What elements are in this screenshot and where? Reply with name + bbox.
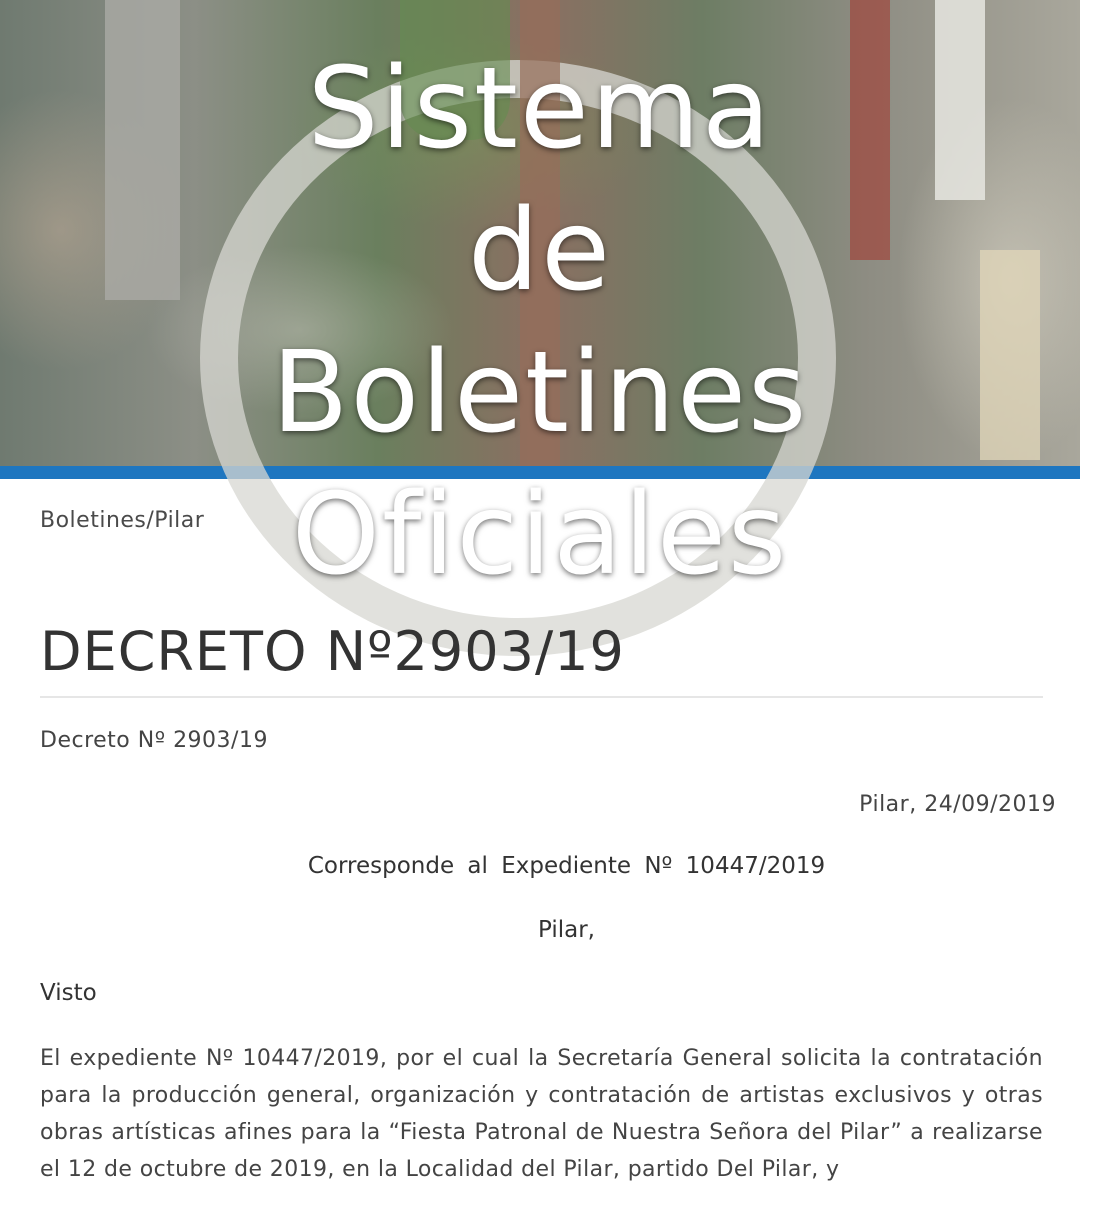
document-date: Pilar, 24/09/2019 [859,792,1056,817]
title-divider [40,696,1043,698]
site-title: Sistema de Boletines Oficiales [271,44,809,600]
body-paragraph: El expediente Nº 10447/2019, por el cual la Secretaría General solicita la contratación para la producción general, organización y contratación de artistas exclusivos y otras obras artísticas afines para la “Fiesta Patronal de Nuestra Señora del Pilar” a realizarse el 12 de octubre de 2019, en la Localidad del Pilar, partido Del Pilar, y [40,1046,1043,1182]
section-heading-visto: Visto [40,980,97,1006]
page-title: DECRETO Nº2903/19 [40,620,625,683]
breadcrumb[interactable]: Boletines/Pilar [40,508,205,533]
document-subtitle: Decreto Nº 2903/19 [40,728,268,753]
expediente-reference: Corresponde al Expediente Nº 10447/2019 [307,853,826,879]
document-place: Pilar, [537,917,595,943]
